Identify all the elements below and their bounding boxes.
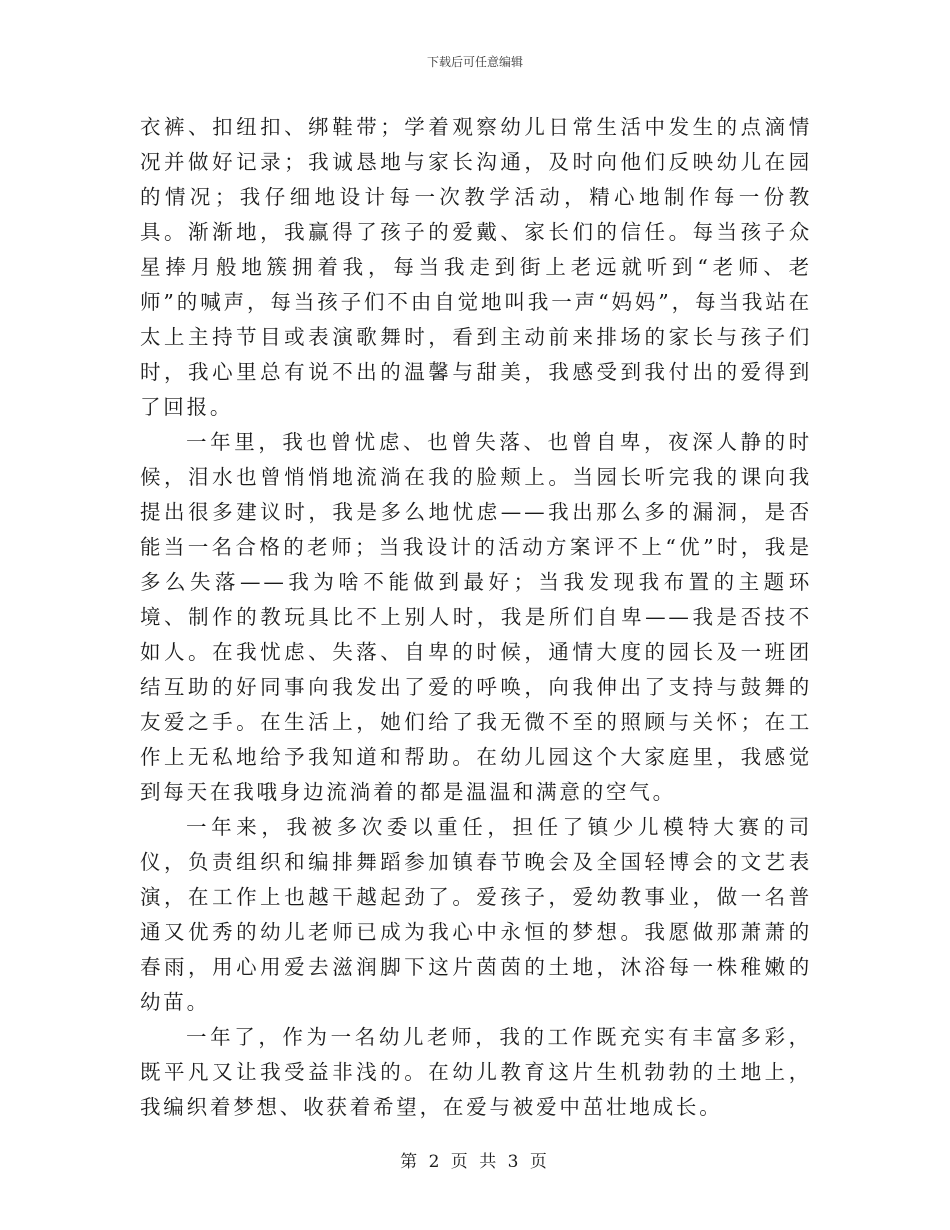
page-header: 下载后可任意编辑 bbox=[426, 55, 523, 69]
footer-prefix: 第 bbox=[400, 1152, 421, 1172]
page-number: 2 bbox=[428, 1152, 443, 1172]
paragraph: 一年来，我被多次委以重任，担任了镇少儿模特大赛的司仪，负责组织和编排舞蹈参加镇春节晚会及全国轻博会的文艺表演，在工作上也越干越起劲了。爱孩子，爱幼教事业，做一名普通又优秀的幼儿老师已成为我心中永恒的梦想。我愿做那萧萧的春雨，用心用爱去滋润脚下这片茵茵的土地，沐浴每一株稚嫩的幼苗。 bbox=[140, 815, 812, 1014]
page-total: 3 bbox=[507, 1152, 522, 1172]
footer-middle: 页 共 bbox=[450, 1152, 500, 1172]
paragraph: 一年了，作为一名幼儿老师，我的工作既充实有丰富多彩，既平凡又让我受益非浅的。在幼儿教育这片生机勃勃的土地上，我编织着梦想、收获着希望，在爱与被爱中茁壮地成长。 bbox=[140, 1025, 812, 1119]
footer-suffix: 页 bbox=[529, 1152, 550, 1172]
document-body bbox=[140, 110, 812, 1125]
page-footer bbox=[0, 1150, 950, 1174]
paragraph: 一年里，我也曾忧虑、也曾失落、也曾自卑，夜深人静的时候，泪水也曾悄悄地流淌在我的脸颊上。当园长听完我的课向我提出很多建议时，我是多么地忧虑——我出那么多的漏洞，是否能当一名合格的老师；当我设计的活动方案评不上“优”时，我是多么失落——我为啥不能做到最好；当我发现我布置的主题环境、制作的教玩具比不上别人时，我是所们自卑——我是否技不如人。在我忧虑、失落、自卑的时候，通情大度的园长及一班团结互助的好同事向我发出了爱的呼唤，向我伸出了支持与鼓舞的友爱之手。在生活上，她们给了我无微不至的照顾与关怀；在工作上无私地给予我知道和帮助。在幼儿园这个大家庭里，我感觉到每天在我哦身边流淌着的都是温温和满意的空气。 bbox=[140, 430, 812, 804]
paragraph-continuation: 衣裤、扣纽扣、绑鞋带；学着观察幼儿日常生活中发生的点滴情况并做好记录；我诚恳地与家长沟通，及时向他们反映幼儿在园的情况；我仔细地设计每一次教学活动，精心地制作每一份教具。渐渐地，我赢得了孩子的爱戴、家长们的信任。每当孩子众星捧月般地簇拥着我，每当我走到街上老远就听到“老师、老师”的喊声，每当孩子们不由自觉地叫我一声“妈妈”，每当我站在太上主持节目或表演歌舞时，看到主动前来排场的家长与孩子们时，我心里总有说不出的温馨与甜美，我感受到我付出的爱得到了回报。 bbox=[140, 115, 812, 419]
